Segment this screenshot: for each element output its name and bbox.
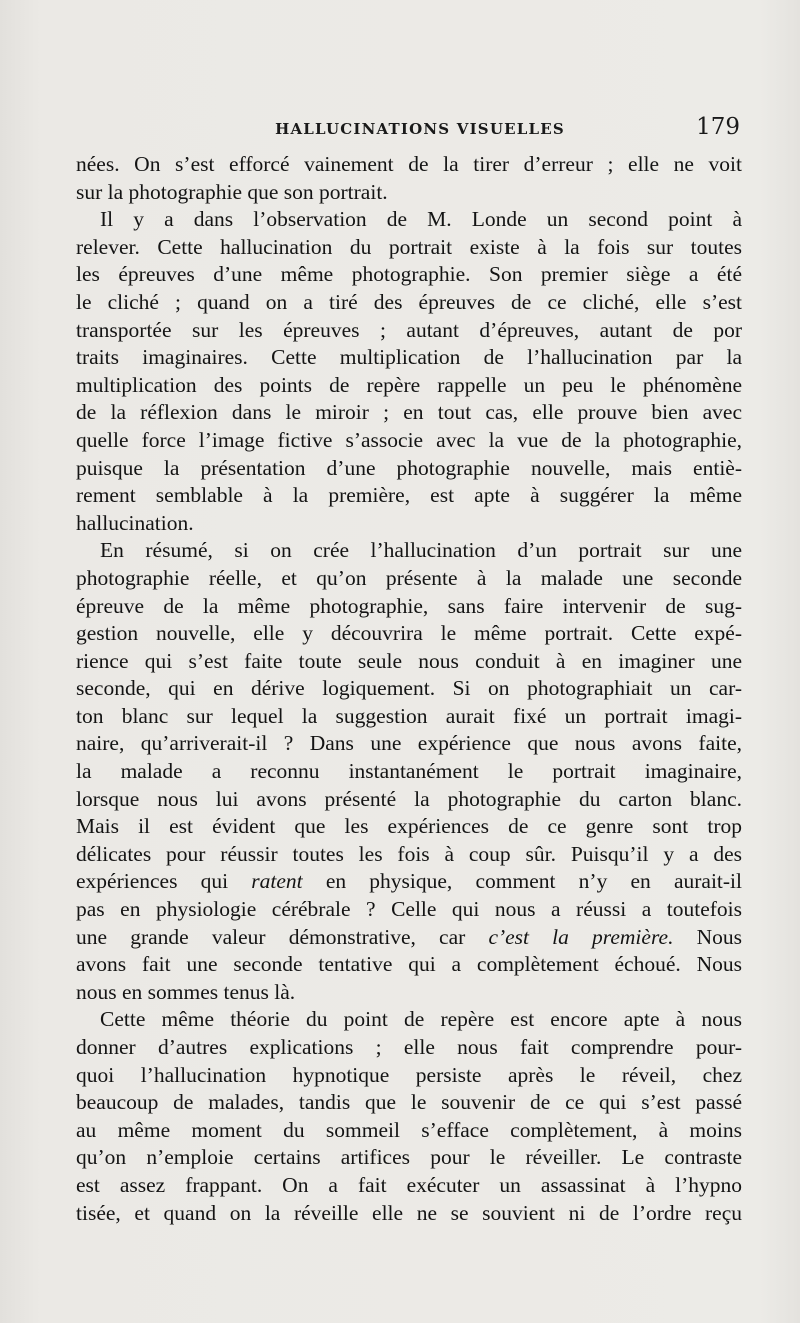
text-line: naire, qu’arriverait-il ? Dans une expérience que nous avons faite, xyxy=(76,731,742,756)
text-line: multiplication des points de repère rappelle un peu le phénomène xyxy=(76,372,742,397)
text-segment: expériences qui xyxy=(76,869,252,894)
page-header xyxy=(76,112,740,148)
text-line: au même moment du sommeil s’efface complètement, à moins xyxy=(76,1117,742,1142)
text-line: Mais il est évident que les expériences de ce genre sont trop xyxy=(76,814,742,839)
running-head: HALLUCINATIONS VISUELLES xyxy=(275,120,565,138)
text-line: pas en physiologie cérébrale ? Celle qui nous a réussi a toutefois xyxy=(76,897,742,922)
page-number: 179 xyxy=(696,114,740,140)
text-line: qu’on n’emploie certains artifices pour le réveiller. Le contraste xyxy=(76,1145,742,1170)
text-line: sur la photographie que son portrait. xyxy=(76,179,388,204)
text-line: de la réflexion dans le miroir ; en tout cas, elle prouve bien avec xyxy=(76,400,742,425)
text-line: nées. On s’est efforcé vainement de la tirer d’erreur ; elle ne voit xyxy=(76,152,742,176)
text-segment: Nous xyxy=(673,924,742,949)
text-line xyxy=(76,868,742,896)
text-line: la malade a reconnu instantanément le portrait imaginaire, xyxy=(76,759,742,784)
italic-text: c’est la première. xyxy=(488,924,674,949)
text-line: ton blanc sur lequel la suggestion aurait fixé un portrait imagi- xyxy=(76,703,742,728)
text-line: traits imaginaires. Cette multiplication de l’hallucination par la xyxy=(76,345,742,370)
text-line: le cliché ; quand on a tiré des épreuves de ce cliché, elle s’est xyxy=(76,289,742,314)
text-line: rience qui s’est faite toute seule nous conduit à en imaginer une xyxy=(76,648,742,673)
text-segment: une grande valeur démonstrative, car xyxy=(76,924,489,949)
text-line: donner d’autres explications ; elle nous fait comprendre pour- xyxy=(76,1035,742,1059)
text-line: seconde, qui en dérive logiquement. Si on photographiait un car- xyxy=(76,676,742,701)
text-line: photographie réelle, et qu’on présente à la malade une seconde xyxy=(76,565,742,590)
text-line: beaucoup de malades, tandis que le souvenir de ce qui s’est passé xyxy=(76,1090,742,1115)
text-line: est assez frappant. On a fait exécuter un assassinat à l’hypno xyxy=(76,1172,742,1197)
italic-text: ratent xyxy=(251,869,303,894)
text-line: épreuve de la même photographie, sans faire intervenir de sug- xyxy=(76,593,742,618)
text-segment: en physique, comment n’y en aurait-il xyxy=(302,869,743,894)
text-line xyxy=(76,924,742,952)
text-line: rement semblable à la première, est apte à suggérer la même xyxy=(76,483,742,508)
text-line: tisée, et quand on la réveille elle ne se souvient ni de l’ordre reçu xyxy=(76,1200,742,1225)
text-line: hallucination. xyxy=(76,510,194,535)
text-line: transportée sur les épreuves ; autant d’épreuves, autant de por xyxy=(76,317,742,342)
text-line: relever. Cette hallucination du portrait existe à la fois sur toutes xyxy=(76,234,742,259)
text-line: Cette même théorie du point de repère est encore apte à nous xyxy=(100,1007,742,1032)
text-line: les épreuves d’une même photographie. Son premier siège a été xyxy=(76,262,742,287)
text-line: avons fait une seconde tentative qui a complètement échoué. Nous xyxy=(76,952,742,977)
body-text xyxy=(76,151,742,1227)
text-line: quelle force l’image fictive s’associe avec la vue de la photographie, xyxy=(76,427,742,452)
text-line: En résumé, si on crée l’hallucination d’un portrait sur une xyxy=(100,538,742,563)
text-line: quoi l’hallucination hypnotique persiste après le réveil, chez xyxy=(76,1062,742,1087)
text-line: Il y a dans l’observation de M. Londe un second point à xyxy=(100,207,742,232)
text-line: puisque la présentation d’une photographie nouvelle, mais entiè- xyxy=(76,455,742,480)
text-line: gestion nouvelle, elle y découvrira le même portrait. Cette expé- xyxy=(76,621,742,646)
text-line: lorsque nous lui avons présenté la photographie du carton blanc. xyxy=(76,786,742,811)
text-line: nous en sommes tenus là. xyxy=(76,979,296,1004)
text-line: délicates pour réussir toutes les fois à coup sûr. Puisqu’il y a des xyxy=(76,841,742,866)
